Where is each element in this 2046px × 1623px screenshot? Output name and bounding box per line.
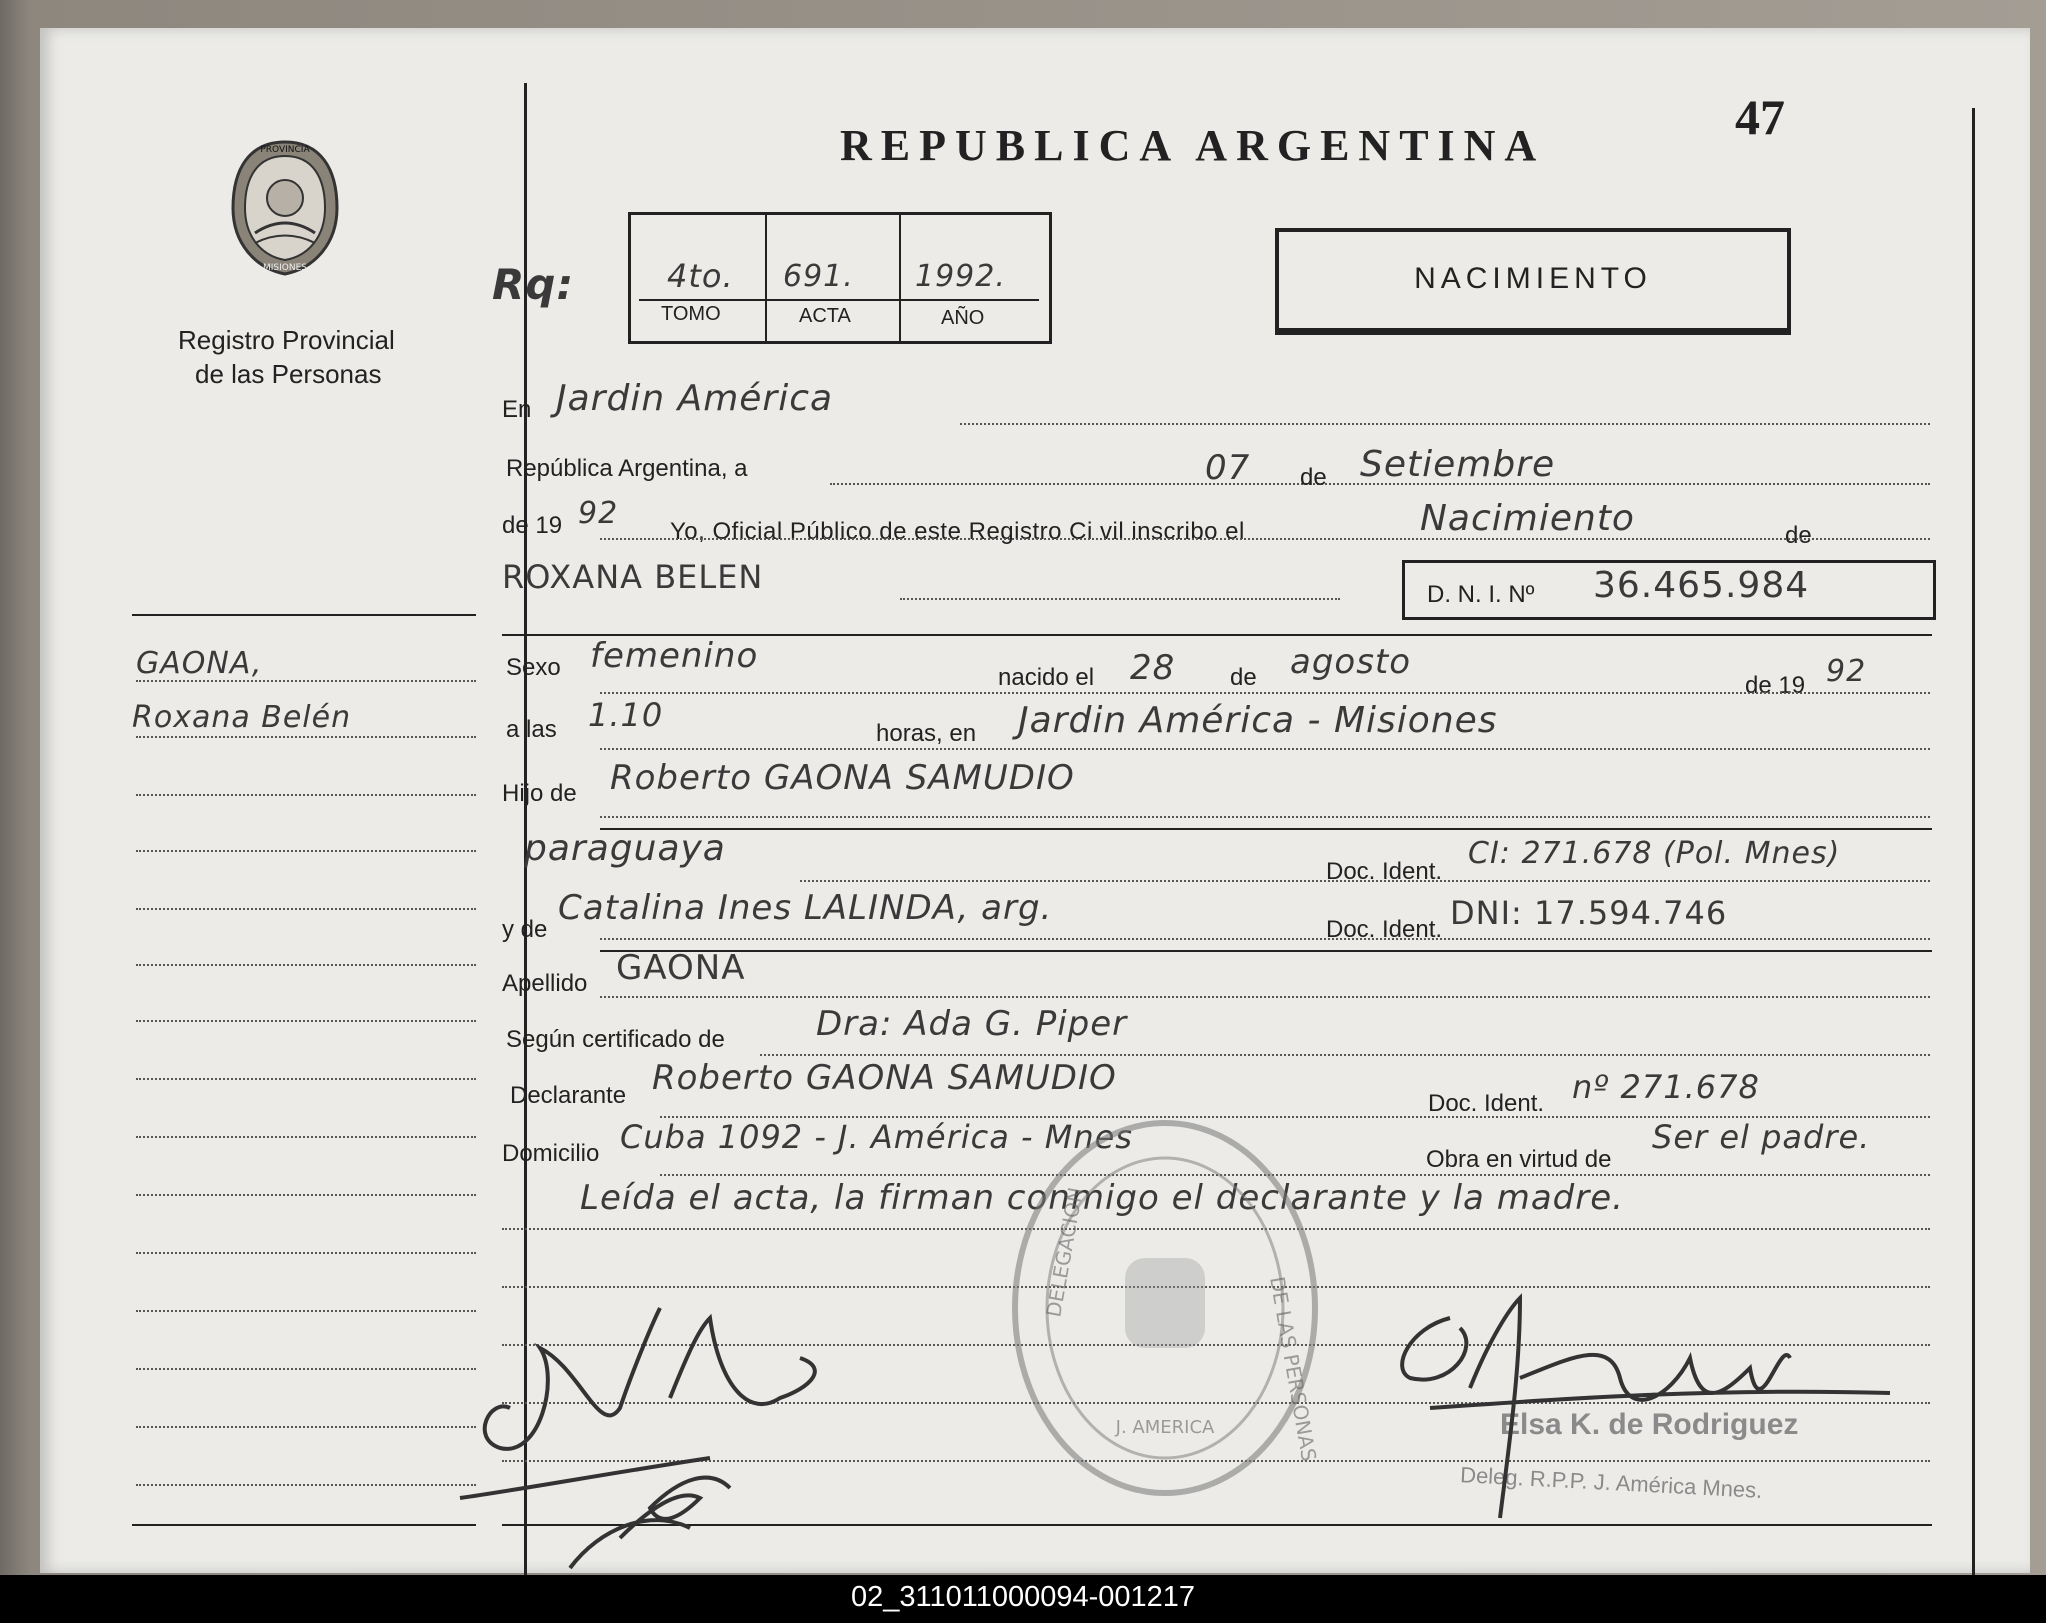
surname-value: GAONA xyxy=(616,948,746,988)
seal-bottom-text: MISIONES xyxy=(262,263,308,273)
margin-line xyxy=(136,964,476,966)
margin-line xyxy=(136,1136,476,1138)
hijo-label: Hijo de xyxy=(502,780,577,807)
hora-line xyxy=(600,748,1930,750)
address-value: Cuba 1092 - J. América - Mnes xyxy=(620,1118,1133,1156)
apellido-line xyxy=(600,996,1930,998)
mother-name: Catalina Ines LALINDA, arg. xyxy=(558,888,1053,928)
page-title: REPUBLICA ARGENTINA xyxy=(840,121,1546,170)
parents-rule xyxy=(600,828,1932,830)
round-seal-left-text: DELEGACION xyxy=(1041,1185,1088,1319)
republica-label: República Argentina, a xyxy=(506,455,748,482)
declarant-doc-label: Doc. Ident. xyxy=(1428,1090,1545,1117)
margin-note-name: Roxana Belén xyxy=(132,700,352,735)
margin-line xyxy=(136,1426,476,1428)
father-nationality: paraguaya xyxy=(524,828,726,869)
horas-label: horas, en xyxy=(876,720,977,747)
margin-note-surname: GAONA, xyxy=(136,646,263,681)
anio-label: AÑO xyxy=(941,307,985,329)
margin-line xyxy=(136,850,476,852)
nacido-label: nacido el xyxy=(998,664,1095,691)
father-doc-label: Doc. Ident. xyxy=(1326,858,1443,885)
certificado-line xyxy=(760,1054,1930,1056)
acta-label: ACTA xyxy=(799,305,851,327)
declarante-label: Declarante xyxy=(510,1082,627,1109)
en-value: Jardin América xyxy=(556,378,834,419)
father-nat-line xyxy=(800,880,1930,882)
oficial-label: Yo, Oficial Público de este Registro Ci vil inscribo el xyxy=(670,518,1245,545)
certificado-label: Según certificado de xyxy=(506,1026,725,1053)
father-doc-value: CI: 271.678 (Pol. Mnes) xyxy=(1468,836,1841,871)
round-seal-bottom-text: J. AMERICA xyxy=(1115,1417,1215,1438)
margin-line xyxy=(136,1020,476,1022)
sexo-line xyxy=(600,692,1930,694)
acta-value: 691. xyxy=(783,259,854,294)
official-signature xyxy=(1370,1278,1930,1538)
civil-registry-round-seal xyxy=(1000,1108,1330,1508)
birth-year-label: de 19 xyxy=(1745,672,1806,699)
obra-value: Ser el padre. xyxy=(1652,1118,1871,1156)
registration-day: 07 xyxy=(1205,448,1251,488)
obra-label: Obra en virtud de xyxy=(1426,1146,1612,1173)
reading-statement: Leída el acta, la firman conmigo el declarante y la madre. xyxy=(580,1178,1624,1218)
inscription-type: Nacimiento xyxy=(1420,498,1635,539)
oficial-de-label: de xyxy=(1785,522,1812,549)
image-identifier: 02_311011000094-001217 xyxy=(850,1581,1196,1613)
margin-line xyxy=(136,794,476,796)
apellido-label: Apellido xyxy=(502,970,588,997)
registry-name-line1: Registro Provincial xyxy=(178,325,395,355)
year-line xyxy=(600,538,1930,540)
registration-month: Setiembre xyxy=(1360,444,1556,485)
declarant-doc-value: nº 271.678 xyxy=(1572,1068,1760,1106)
en-line xyxy=(960,423,1930,425)
margin-line xyxy=(136,908,476,910)
official-title-stamp: Deleg. R.P.P. J. América Mnes. xyxy=(1459,1462,1763,1503)
page-number: 47 xyxy=(1735,89,1785,145)
dni-label: D. N. I. Nº xyxy=(1427,581,1535,608)
register-prefix: Rq: xyxy=(492,260,575,309)
registry-name-line2: de las Personas xyxy=(195,359,382,389)
footer-bar xyxy=(0,1575,2046,1623)
sexo-label: Sexo xyxy=(506,654,561,681)
en-label: En xyxy=(502,396,532,423)
father-name: Roberto GAONA SAMUDIO xyxy=(610,758,1075,798)
tomo-label: TOMO xyxy=(661,303,721,325)
birth-month: agosto xyxy=(1290,642,1412,682)
margin-line xyxy=(136,1484,476,1486)
round-seal-right-text: DE LAS PERSONAS xyxy=(1265,1274,1322,1464)
mother-doc-value: DNI: 17.594.746 xyxy=(1450,894,1728,932)
dni-value: 36.465.984 xyxy=(1593,565,1810,606)
birth-day: 28 xyxy=(1130,648,1176,688)
birth-de-label: de xyxy=(1230,664,1257,691)
mother-doc-label: Doc. Ident. xyxy=(1326,916,1443,943)
register-reference-box xyxy=(628,212,1052,344)
sexo-value: femenino xyxy=(590,636,759,676)
anio-value: 1992. xyxy=(915,259,1006,294)
birth-time: 1.10 xyxy=(588,696,664,734)
madre-label: y de xyxy=(502,916,548,943)
margin-top-rule xyxy=(132,614,476,616)
document-type-box xyxy=(1275,228,1791,335)
madre-line xyxy=(600,938,1930,940)
hora-label: a las xyxy=(506,716,557,743)
official-name-stamp: Elsa K. de Rodriguez xyxy=(1500,1408,1799,1441)
document-type: NACIMIENTO xyxy=(1414,262,1652,295)
certificate-page xyxy=(40,28,2030,1573)
certifying-doctor: Dra: Ada G. Piper xyxy=(816,1004,1128,1044)
seal-top-text: PROVINCIA xyxy=(260,145,310,155)
birth-year: 92 xyxy=(1826,654,1867,689)
hijo-line xyxy=(600,816,1930,818)
margin-bottom-rule xyxy=(132,1524,476,1526)
margin-line xyxy=(136,1310,476,1312)
declarant-signature xyxy=(450,1288,1010,1588)
declarant-name: Roberto GAONA SAMUDIO xyxy=(652,1058,1117,1098)
parents-bottom-rule xyxy=(600,950,1932,952)
republica-de-label: de xyxy=(1300,464,1327,491)
registration-year: 92 xyxy=(578,496,619,531)
name-line xyxy=(900,598,1340,600)
margin-line xyxy=(136,1078,476,1080)
page-right-border xyxy=(1972,108,1975,1598)
tomo-value: 4to. xyxy=(667,257,734,295)
margin-line xyxy=(136,1368,476,1370)
child-given-names: ROXANA BELEN xyxy=(502,558,764,596)
year-label: de 19 xyxy=(502,512,563,539)
margin-line xyxy=(136,1252,476,1254)
margin-line xyxy=(136,736,476,738)
provincial-seal-icon xyxy=(225,138,345,278)
dni-box xyxy=(1402,560,1936,620)
margin-line xyxy=(136,680,476,682)
margin-line xyxy=(136,1194,476,1196)
domicilio-label: Domicilio xyxy=(502,1140,600,1167)
birth-place: Jardin América - Misiones xyxy=(1018,700,1498,741)
